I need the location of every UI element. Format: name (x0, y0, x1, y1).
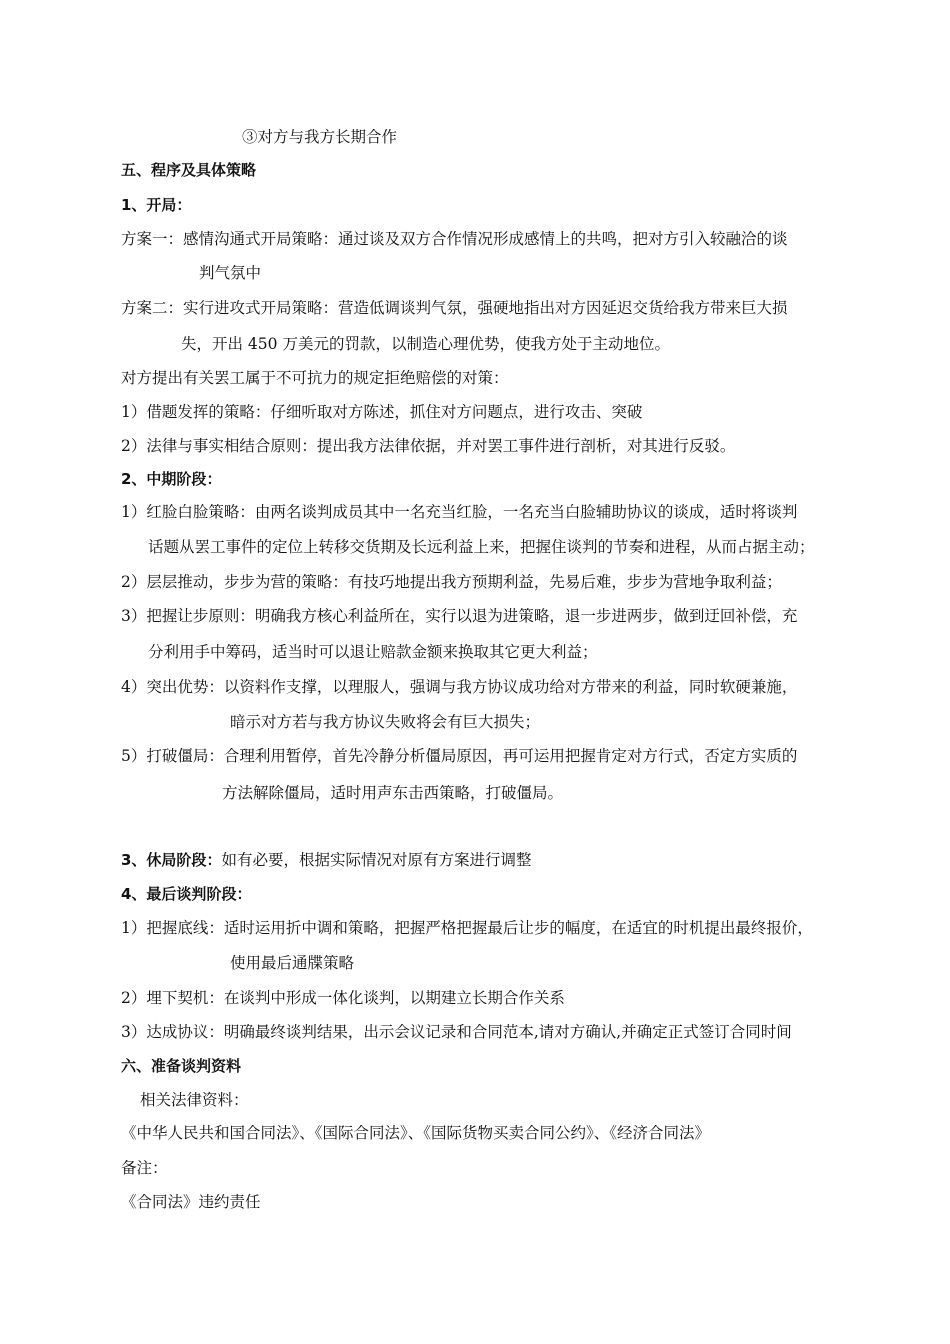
paragraph-contract-law-liability: 《合同法》违约责任 (121, 1193, 261, 1211)
list-item-bottom-line-cont: 使用最后通牒策略 (230, 954, 355, 972)
list-item-break-deadlock: 5）打破僵局：合理利用暂停，首先冷静分析僵局原因，再可运用把握肯定对方行式，否定方实质的 (121, 747, 798, 765)
paragraph-remarks: 备注： (121, 1159, 168, 1177)
list-item-red-white-face-cont: 话题从罢工事件的定位上转移交货期及长远利益上来，把握住谈判的节奏和进程，从而占据主动； (148, 538, 815, 556)
paragraph-legal-materials: 相关法律资料： (140, 1091, 249, 1109)
section-heading-procedure: 五、程序及具体策略 (121, 161, 257, 179)
list-item-bottom-line: 1）把握底线：适时运用折中调和策略，把握严格把握最后让步的幅度，在适宜的时机提出最终报价， (121, 919, 813, 937)
list-item-long-term-cooperation: ③对方与我方长期合作 (242, 128, 398, 146)
paragraph-plan-one-cont: 判气氛中 (199, 264, 262, 282)
list-item-concession-cont: 分利用手中筹码，适当时可以退让赔款金额来换取其它更大利益； (148, 643, 598, 661)
paragraph-law-list: 《中华人民共和国合同法》、《国际合同法》、《国际货物买卖合同公约》、《经济合同法》 (121, 1124, 711, 1142)
list-item-step-by-step: 2）层层推动，步步为营的策略：有技巧地提出我方预期利益，先易后难，步步为营地争取利益； (121, 573, 782, 591)
subheading-opening: 1、开局： (121, 196, 192, 214)
list-item-concession: 3）把握让步原则：明确我方核心利益所在，实行以退为进策略，退一步进两步，做到迂回补偿，充 (121, 607, 798, 625)
paragraph-counter-strike: 对方提出有关罢工属于不可抗力的规定拒绝赔偿的对策： (121, 369, 509, 387)
paragraph-plan-two: 方案二：实行进攻式开局策略：营造低调谈判气氛，强硬地指出对方因延迟交货给我方带来巨大损 (121, 299, 788, 317)
list-item-break-deadlock-cont: 方法解除僵局，适时用声东击西策略，打破僵局。 (222, 784, 564, 802)
paragraph-recess-stage (121, 849, 531, 871)
recess-stage-text: 如有必要，根据实际情况对原有方案进行调整 (221, 851, 532, 869)
list-item-opportunity: 2）埋下契机：在谈判中形成一体化谈判，以期建立长期合作关系 (121, 989, 565, 1007)
list-item-agreement: 3）达成协议：明确最终谈判结果，出示会议记录和合同范本,请对方确认,并确定正式签订合同时间 (121, 1023, 792, 1041)
subheading-recess-stage: 3、休局阶段： (121, 851, 222, 869)
section-heading-materials: 六、准备谈判资料 (121, 1057, 242, 1075)
subheading-mid-stage: 2、中期阶段： (121, 470, 222, 488)
list-item-borrow-topic: 1）借题发挥的策略：仔细听取对方陈述，抓住对方问题点，进行攻击、突破 (121, 403, 643, 421)
list-item-advantage-cont: 暗示对方若与我方协议失败将会有巨大损失； (230, 713, 541, 731)
paragraph-plan-two-cont: 失，开出 450 万美元的罚款，以制造心理优势，使我方处于主动地位。 (181, 335, 670, 353)
list-item-red-white-face: 1）红脸白脸策略：由两名谈判成员其中一名充当红脸，一名充当白脸辅助协议的谈成，适时将谈判 (121, 503, 798, 521)
paragraph-plan-one: 方案一：感情沟通式开局策略：通过谈及双方合作情况形成感情上的共鸣，把对方引入较融洽的谈 (121, 230, 788, 248)
list-item-law-and-fact: 2）法律与事实相结合原则：提出我方法律依据，并对罢工事件进行剖析，对其进行反驳。 (121, 437, 736, 455)
list-item-advantage: 4）突出优势：以资料作支撑，以理服人，强调与我方协议成功给对方带来的利益，同时软硬兼施， (121, 678, 798, 696)
subheading-final-stage: 4、最后谈判阶段： (121, 885, 252, 903)
